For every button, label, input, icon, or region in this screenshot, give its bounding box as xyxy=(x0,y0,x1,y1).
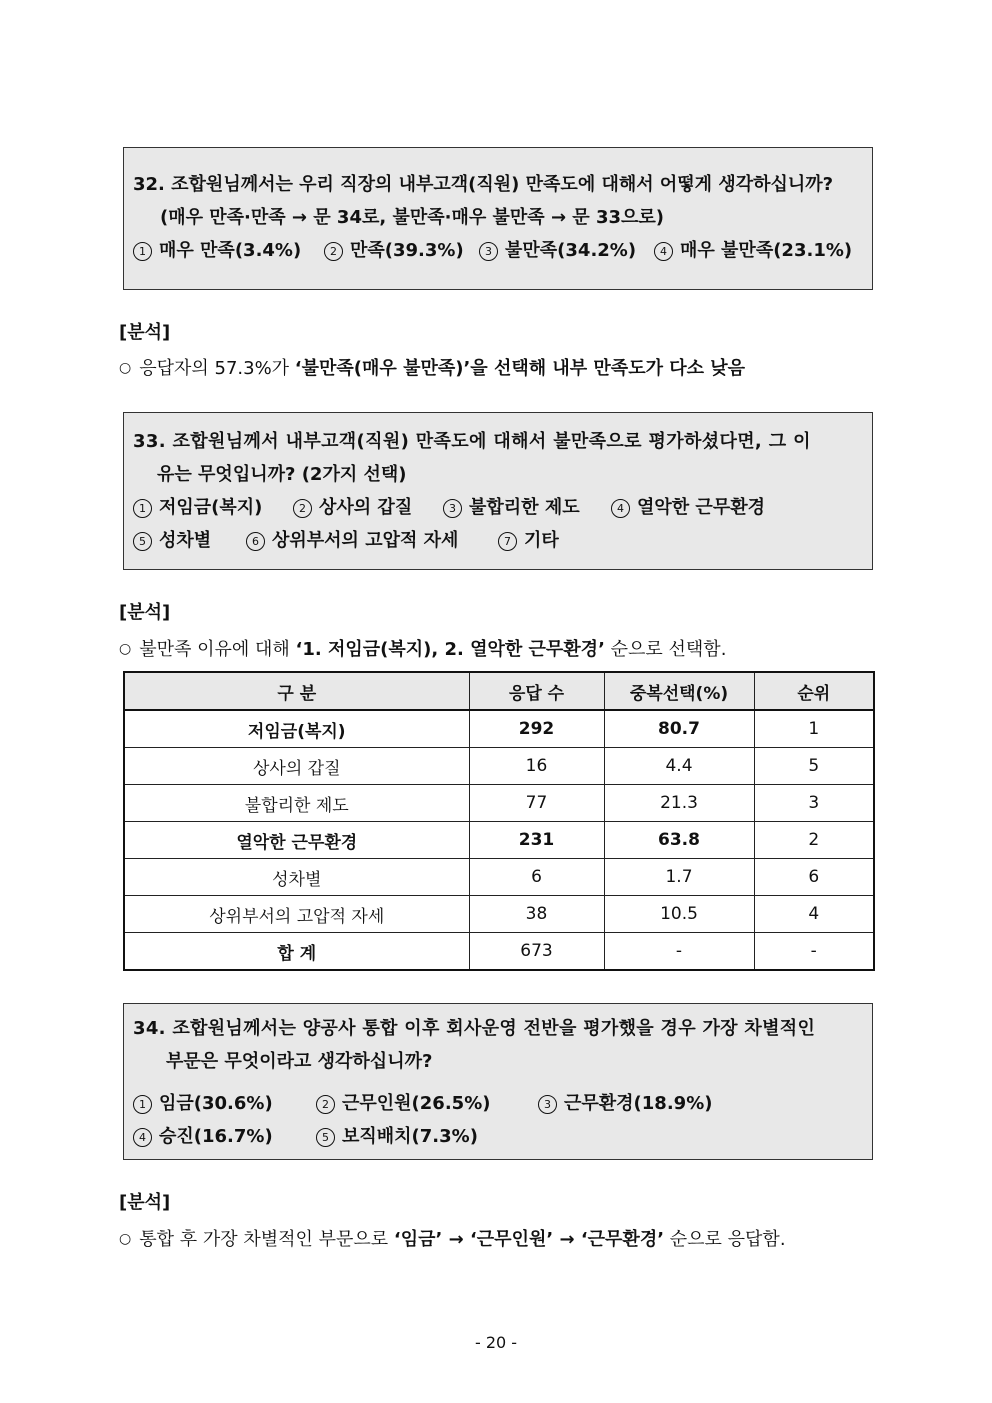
table-row: 상사의 갑질 16 4.4 5 xyxy=(124,748,874,785)
question-34-options-row2: 4 승진(16.7%) 5 보직배치(7.3%) xyxy=(133,1120,864,1153)
question-32-routing: (매우 만족·만족 → 문 34로, 불만족·매우 불만족 → 문 33으로) xyxy=(160,207,664,228)
question-32-title: 32. 조합원님께서는 우리 직장의 내부고객(직원) 만족도에 대해서 어떻게 생각하십니까? xyxy=(133,174,834,195)
analysis-32-text: ○ 응답자의 57.3%가 ‘불만족(매우 불만족)’을 선택해 내부 만족도가 다소 낮음 xyxy=(119,358,746,379)
table-row: 열악한 근무환경 231 63.8 2 xyxy=(124,822,874,859)
question-32-options xyxy=(133,234,864,267)
table-row: 성차별 6 1.7 6 xyxy=(124,859,874,896)
table-row: 상위부서의 고압적 자세 38 10.5 4 xyxy=(124,896,874,933)
analysis-34-text: ○ 통합 후 가장 차별적인 부문으로 ‘임금’ → ‘근무인원’ → ‘근무환경’ 순으로 응답함. xyxy=(119,1229,786,1250)
table-header-row xyxy=(124,672,874,710)
question-33-title: 33. 조합원님께서 내부고객(직원) 만족도에 대해서 불만족으로 평가하셨다면, 그 이 xyxy=(133,431,811,452)
question-34-title: 34. 조합원님께서는 양공사 통합 이후 회사운영 전반을 평가했을 경우 가장 차별적인 xyxy=(133,1018,816,1039)
question-33-options-row1: 1 저임금(복지) 2 상사의 갑질 3 불합리한 제도 4 열악한 근무환경 xyxy=(133,491,864,524)
question-33-title-cont: 유는 무엇입니까? (2가지 선택) xyxy=(157,464,407,485)
option-4: 4 매우 불만족(23.1%) xyxy=(654,234,852,267)
question-33-box xyxy=(123,412,873,570)
header-rank: 순위 xyxy=(754,672,874,710)
header-category: 구 분 xyxy=(124,672,469,710)
question-33-options-row2: 5 성차별 6 상위부서의 고압적 자세 7 기타 xyxy=(133,524,864,557)
header-count: 응답 수 xyxy=(469,672,604,710)
header-percent: 중복선택(%) xyxy=(604,672,754,710)
table-row: 저임금(복지) 292 80.7 1 xyxy=(124,710,874,748)
table-total-row: 합 계 673 - - xyxy=(124,933,874,971)
analysis-34-label: [분석] xyxy=(119,1192,171,1213)
question-32-box xyxy=(123,147,873,290)
analysis-33-text: ○ 불만족 이유에 대해 ‘1. 저임금(복지), 2. 열악한 근무환경’ 순으로 선택함. xyxy=(119,639,727,660)
analysis-33-label: [분석] xyxy=(119,602,171,623)
question-34-title-cont: 부문은 무엇이라고 생각하십니까? xyxy=(166,1051,433,1072)
page-number: - 20 - xyxy=(474,1333,518,1352)
reasons-table xyxy=(123,671,875,971)
option-1: 1 매우 만족(3.4%) xyxy=(133,234,324,267)
option-3: 3 불만족(34.2%) xyxy=(479,234,654,267)
table-row: 불합리한 제도 77 21.3 3 xyxy=(124,785,874,822)
option-2: 2 만족(39.3%) xyxy=(324,234,479,267)
question-34-box xyxy=(123,1003,873,1160)
question-34-options-row1: 1 임금(30.6%) 2 근무인원(26.5%) 3 근무환경(18.9%) xyxy=(133,1087,864,1120)
analysis-32-label: [분석] xyxy=(119,322,171,343)
